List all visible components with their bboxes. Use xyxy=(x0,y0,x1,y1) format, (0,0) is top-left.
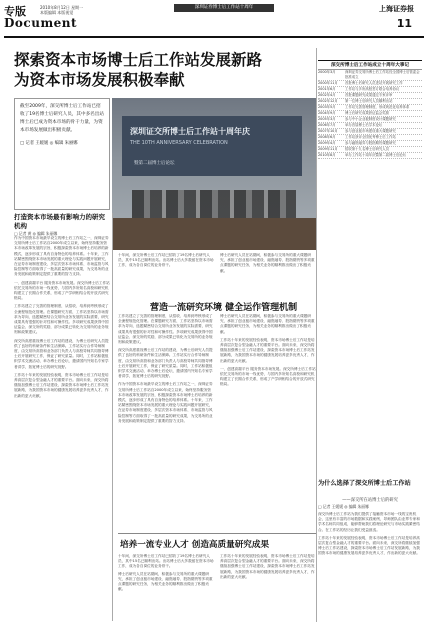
article-column-2 xyxy=(118,314,214,532)
article-column-2-bottom xyxy=(118,554,214,622)
intro-byline: □ 记者 王媛媛 ◎ 编辑 朱丽娜 xyxy=(20,141,78,146)
paper-name: 上海证券报 xyxy=(379,4,414,13)
header-banner: 深圳证券博士后工作站十周年 xyxy=(174,4,274,12)
col3-top-para: 博士后研究人员在站期间，积极参与交易所的重大课题研究，承担了创业板市场建设、融资融券、股指期货等多项重点课题的研究任务，为相关业务的顺利推出做出了积极贡献。 xyxy=(220,253,315,273)
timeline-date: 2006年7月 xyxy=(318,123,336,127)
section-title: Document xyxy=(4,16,78,30)
timeline-date: 2000年3月 xyxy=(318,70,336,74)
main-headline xyxy=(14,50,314,90)
timeline-text: 工作站获评全国优秀博士后工作站 xyxy=(345,135,396,139)
col1-para-4: 深交所高度重视博士后工作站的建设，为博士后研究人员提供了良好的科研条件和生活保障。工作站实行合作导师制度，由交易所高管和业务部门负责人与高校导师共同指导博士后开展研究工作，保证了研究质量。同时，工作站积极组织学术交流活动，举办博士后论坛，邀请国内外知名专家学者讲学，拓宽博士后的研究视野。 xyxy=(14,338,109,369)
photo-banner-title: 深圳证交所博士后工作站十周年庆 xyxy=(130,127,250,136)
timeline-date: 2004年9月 xyxy=(318,111,336,115)
timeline-text: 招收第十九名博士后研究人员 xyxy=(345,147,390,151)
timeline-text: 深圳证券交易所博士后工作站经全国博士后管委会批准成立 xyxy=(345,70,420,79)
col1-para-1: 作为中国资本市场最早设立的博士后工作站之一，深圳证券交易所博士后工作站自2000年成立以来，始终坚持服务资本市场改革发展的宗旨，积极探索资本市场博士后培养的新模式，逐步形成了具有自身特色的培养体系。十年来，工作站紧密围绕资本市场发展的重大理论与实践问题开展研究，在证券市场制度建设、多层次资本市场体系、市场监管与风险控制等方面取得了一批高质量的研究成果，为交易所的业务发展和政策制定提供了重要的智力支持。 xyxy=(14,236,109,277)
photo-stage-banner xyxy=(122,116,302,176)
timeline-text: 参与中小企业板制度设计课题研究 xyxy=(345,117,396,121)
timeline-date: 2003年5月 xyxy=(318,105,336,109)
headline-line-1: 探索资本市场博士后工作站发展新路 xyxy=(14,51,263,69)
page-header xyxy=(4,3,424,43)
subhead-byline: □ 记者 黄 ◎ 编辑 朱丽娜 xyxy=(14,231,58,236)
article-column-1 xyxy=(14,236,110,621)
timeline-row xyxy=(318,70,422,81)
feature-byline: □ 记者 王媛媛 ◎ 编辑 朱丽娜 xyxy=(318,504,369,509)
col3-bottom-para: 工作站十年来的发展经验表明，资本市场博士后工作站是培养高层次复合型金融人才的重要平台。面向未来，深交所将继续加强博士后工作站建设，探索资本市场博士后工作站发展新路，为我国资本市场的健康发展培养更多优秀人才，作出新的更大贡献。 xyxy=(220,554,315,579)
editor-line: 本版编辑 本版视觉 xyxy=(40,10,74,15)
col2-bottom-para: 十年间，深交所博士后工作站已招收了19名博士后研究人员，其中15名已顺利出站。出站博士后大多数留在资本市场工作，成为各自岗位的业务骨干。 xyxy=(118,554,214,569)
event-photo xyxy=(112,98,316,250)
timeline-row xyxy=(318,153,422,159)
header-rule xyxy=(4,36,424,38)
col2-para-1: 工作站建立了完善的管理制度，从招收、培养到考核形成了全流程规范化管理。在课题研究方面，工作站坚持以市场需求为导向，选题紧密结合交易所业务发展的实际需要，研究成果具有很强的针对性和可操作性。多项研究成果获得中国证监会、深交所的奖励，部分成果已转化为交易所的业务规则和政策建议。 xyxy=(118,314,213,345)
timeline-box xyxy=(318,60,422,159)
col3-para-1: 博士后研究人员在站期间，积极参与交易所的重大课题研究，承担了创业板市场建设、融资融券、股指期货等多项重点课题的研究任务，为相关业务的顺利推出做出了积极贡献。 xyxy=(220,314,315,334)
timeline-text: 工作站与多所高校签订联合培养协议 xyxy=(345,87,400,91)
edition-label: 专版 xyxy=(4,5,26,18)
timeline-date: 2002年12月 xyxy=(318,99,338,103)
timeline-date: 2002年4月 xyxy=(318,93,336,97)
article-column-3-bottom xyxy=(220,554,316,622)
col2-top-para: 十年间，深交所博士后工作站已招收了19名博士后研究人员，其中15名已顺利出站。出站博士后大多数留在资本市场工作，成为各自岗位的业务骨干。 xyxy=(118,253,214,268)
timeline-date: 2010年8月 xyxy=(318,153,336,157)
feature-text: 深交所博士后工作站为我们提供了接触资本市场一线的宝贵机会，这里有丰富的市场数据和实践案例，导师团队由业界专家和学术名师共同组成，能够帮助我们将理论研究与市场实践紧密结合。在工作站的经历让我们受益匪浅。 xyxy=(318,512,420,532)
timeline-date: 2007年10月 xyxy=(318,129,338,133)
photo-attendees xyxy=(132,190,296,220)
timeline-text: 博士后研究成果获证监会奖励 xyxy=(345,111,390,115)
timeline-date: 2000年11月 xyxy=(318,81,338,85)
timeline-list xyxy=(318,70,422,159)
intro-box xyxy=(14,98,110,210)
col2-bottom-para-2: 博士后研究人员在站期间，积极参与交易所的重大课题研究，承担了创业板市场建设、融资融券、股指期货等多项重点课题的研究任务，为相关业务的顺利推出做出了积极贡献。 xyxy=(118,571,213,592)
timeline-text: 第一位博士后研究人员顺利出站 xyxy=(345,99,393,103)
photo-banner-subtitle: THE 10TH ANNIVERSARY CELEBRATION xyxy=(130,140,228,146)
timeline-date: 2001年6月 xyxy=(318,87,336,91)
feature-subtitle: ——深交所在站博士后的研究 xyxy=(342,498,398,503)
photo-table xyxy=(112,218,316,250)
column-divider xyxy=(112,213,113,621)
subhead-block xyxy=(14,213,110,237)
feature-text-column xyxy=(318,512,422,622)
article-column-3 xyxy=(220,314,316,532)
timeline-date: 2009年11月 xyxy=(318,147,338,151)
timeline-text: 举办工作站十周年庆暨第二届博士后论坛 xyxy=(345,153,407,157)
feature-text-2: 工作站十年来的发展经验表明，资本市场博士后工作站是培养高层次复合型金融人才的重要平台。面向未来，深交所将继续加强博士后工作站建设，探索资本市场博士后工作站发展新路，为我国资本市场的健康发展培养更多优秀人才，作出新的更大贡献。 xyxy=(318,535,420,556)
page-number: 11 xyxy=(396,17,412,30)
timeline-text: 首批课题研究成果通过专家评审 xyxy=(345,93,393,97)
date-line: 2010年8月12日 星期一 xyxy=(40,5,84,10)
timeline-date: 2005年3月 xyxy=(318,117,336,121)
col1-para-3: 工作站建立了完善的管理制度，从招收、培养到考核形成了全流程规范化管理。在课题研究方面，工作站坚持以市场需求为导向，选题紧密结合交易所业务发展的实际需要，研究成果具有很强的针对性和可操作性。多项研究成果获得中国证监会、深交所的奖励，部分成果已转化为交易所的业务规则和政策建议。 xyxy=(14,304,109,335)
headline-line-2: 为资本市场发展积极奉献 xyxy=(14,71,185,89)
col3-para-3: 一、创建高端平台 服务资本市场发展。深交所博士后工作站依托交易所的市场一线优势，与国内多所知名高校和研究机构建立了长期合作关系，形成了产学研相结合的开放式研究格局。 xyxy=(220,366,316,387)
col3-para-2: 工作站十年来的发展经验表明，资本市场博士后工作站是培养高层次复合型金融人才的重要平台。面向未来，深交所将继续加强博士后工作站建设，探索资本市场博士后工作站发展新路，为我国资本市场的健康发展培养更多优秀人才，作出新的更大贡献。 xyxy=(220,337,315,363)
section-heading-2: 培养一流专业人才 创造高质量研究成果 xyxy=(120,540,270,550)
timeline-text: 参与融资融券与股指期货课题研究 xyxy=(345,141,396,145)
timeline-date: 2008年6月 xyxy=(318,135,336,139)
article-column-3-top xyxy=(220,253,316,295)
intro-text: 截至2009年，深交所博士后工作站已招收了19名博士后研究人员，其中多名出站博士后已成为资本市场的骨干力量，为资本市场发展做出积极贡献。 xyxy=(20,104,104,133)
feature-title: 为什么选择了深交所博士后工作站 xyxy=(318,480,411,487)
col1-para-5: 工作站十年来的发展经验表明，资本市场博士后工作站是培养高层次复合型金融人才的重要平台。面向未来，深交所将继续加强博士后工作站建设，探索资本市场博士后工作站发展新路，为我国资本市场的健康发展培养更多优秀人才，作出新的更大贡献。 xyxy=(14,372,109,398)
photo-banner-sign: 暨第二届博士后论坛 xyxy=(134,161,175,166)
section-heading-1: 营造一流研究环境 健全运作管理机制 xyxy=(150,303,298,313)
timeline-date: 2009年4月 xyxy=(318,141,336,145)
timeline-title: 深交所博士后工作站成立十周年大事记 xyxy=(318,60,422,70)
col2-para-2: 深交所高度重视博士后工作站的建设，为博士后研究人员提供了良好的科研条件和生活保障。工作站实行合作导师制度，由交易所高管和业务部门负责人与高校导师共同指导博士后开展研究工作，保证了研究质量。同时，工作站积极组织学术交流活动，举办博士后论坛，邀请国内外知名专家学者讲学，拓宽博士后的研究视野。 xyxy=(118,348,213,379)
timeline-text: 举办首届博士后学术论坛 xyxy=(345,123,383,127)
section-divider xyxy=(118,533,316,534)
right-column-divider xyxy=(316,48,317,622)
article-column-2-top xyxy=(118,253,214,295)
col2-para-3: 作为中国资本市场最早设立的博士后工作站之一，深圳证券交易所博士后工作站自2000年成立以来，始终坚持服务资本市场改革发展的宗旨，积极探索资本市场博士后培养的新模式，逐步形成了具有自身特色的培养体系。十年来，工作站紧密围绕资本市场发展的重大理论与实践问题开展研究，在证券市场制度建设、多层次资本市场体系、市场监管与风险控制等方面取得了一批高质量的研究成果，为交易所的业务发展和政策制定提供了重要的智力支持。 xyxy=(118,382,213,423)
col1-para-2: 一、创建高端平台 服务资本市场发展。深交所博士后工作站依托交易所的市场一线优势，与国内多所知名高校和研究机构建立了长期合作关系，形成了产学研相结合的开放式研究格局。 xyxy=(14,280,110,301)
timeline-text: 首批博士后研究人员进站开展研究工作 xyxy=(345,81,403,85)
subhead-title: 打造资本市场最有影响力的研究机构 xyxy=(14,213,105,230)
timeline-text: 工作站完善管理制度，形成规范化培养体系 xyxy=(345,105,410,109)
timeline-text: 参与创业板市场建设重大课题研究 xyxy=(345,129,396,133)
